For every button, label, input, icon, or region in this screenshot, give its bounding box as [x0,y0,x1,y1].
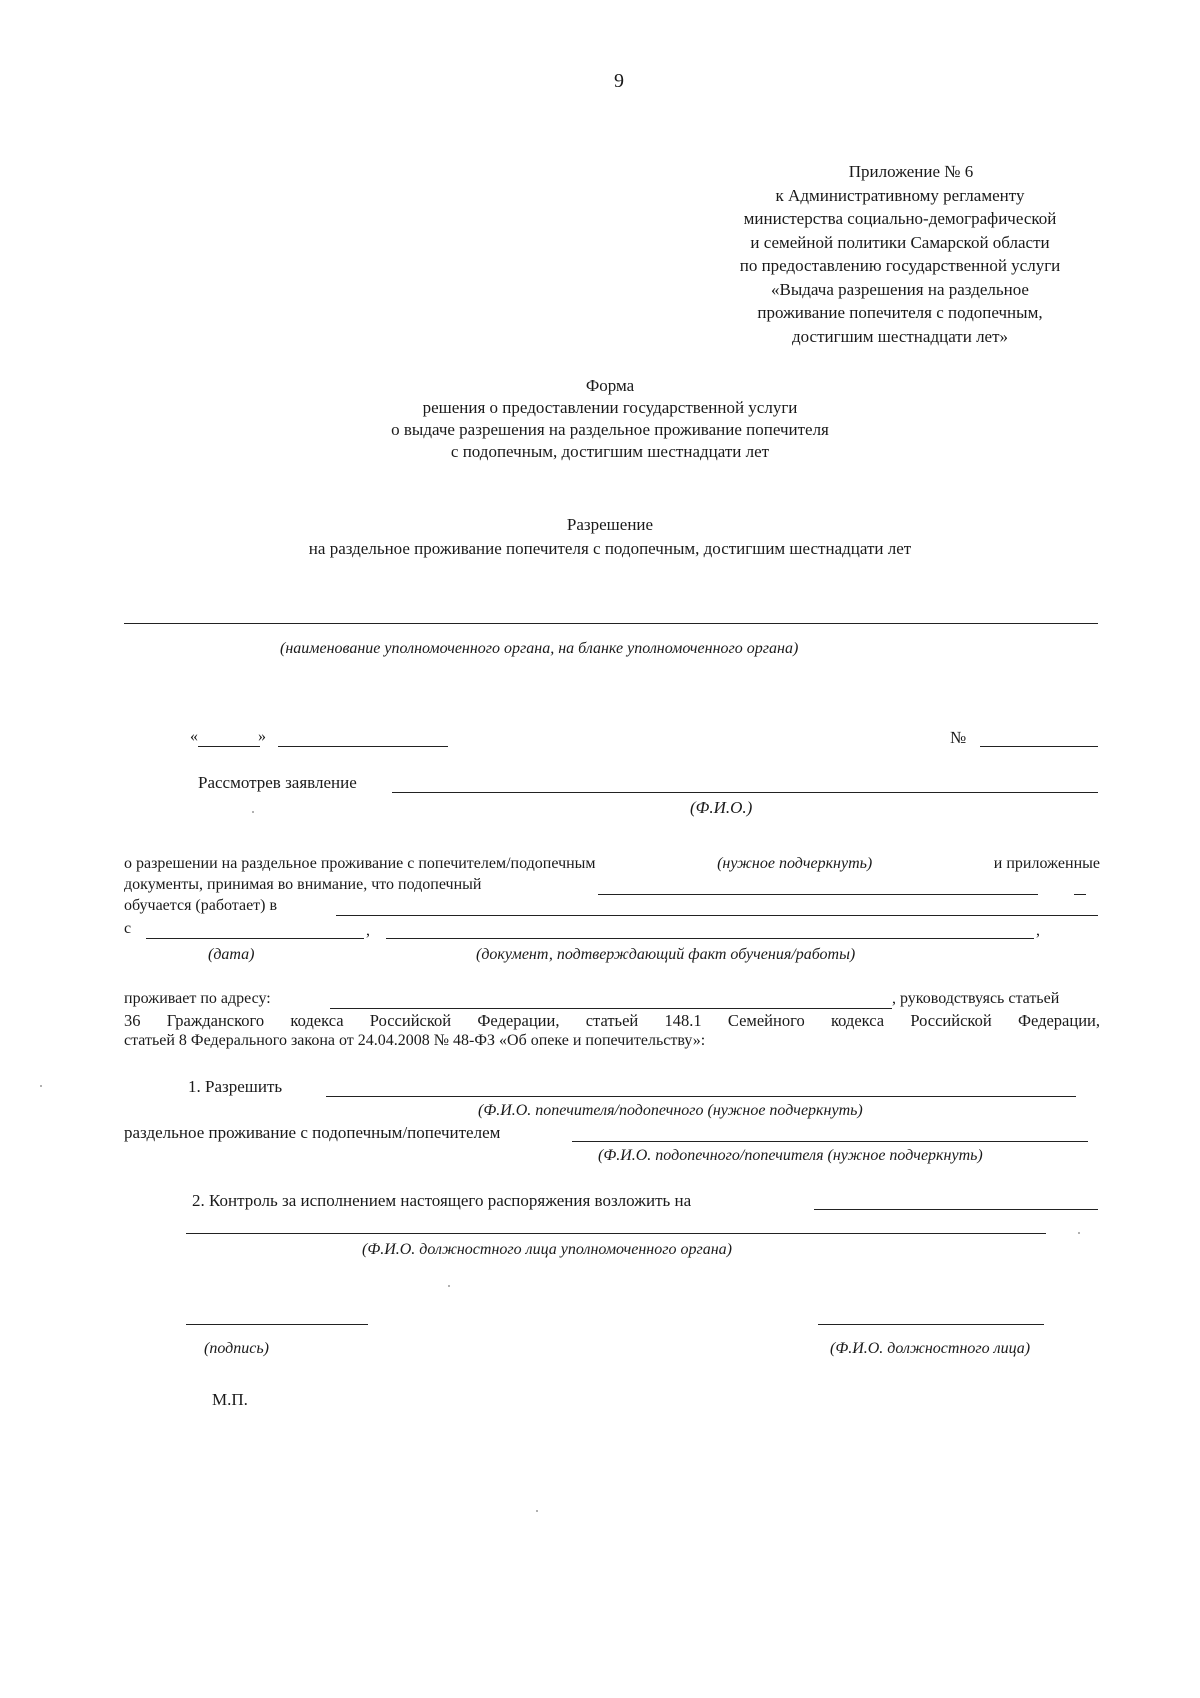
para2-line3: статьей 8 Федерального закона от 24.04.2008 № 48-ФЗ «Об опеке и попечительству»: [124,1032,706,1049]
para1-comma: , [366,922,370,939]
org-caption: (наименование уполномоченного органа, на бланке уполномоченного органа) [280,640,799,657]
appendix-line: «Выдача разрешения на раздельное [771,279,1029,299]
para1-line4-c: с [124,920,132,937]
scan-speck [1078,1232,1080,1234]
signature-field[interactable] [186,1324,368,1325]
study-place-field[interactable] [336,915,1098,916]
appendix-line: по предоставлению государственной услуги [739,256,1061,275]
date-month-year-field[interactable] [278,746,448,747]
permission-subtitle: на раздельное проживание попечителя с подопечным, достигшим шестнадцати лет [308,539,912,558]
review-caption: (Ф.И.О.) [690,798,753,817]
ward-name-field-end[interactable] [1074,894,1086,895]
para1-text: о разрешении на раздельное проживание с попечителем/подопечным [124,855,596,872]
official-name-field-2[interactable] [186,1233,1046,1234]
appendix-block [690,160,1110,348]
date-field[interactable] [146,938,364,939]
address-field[interactable] [330,1008,892,1009]
document-field[interactable] [386,938,1034,939]
para1-comma-end: , [1036,922,1040,939]
official-fio-caption: (Ф.И.О. должностного лица) [830,1340,1031,1357]
caption-date: (дата) [208,946,255,963]
ward-name-field[interactable] [598,894,1038,895]
item1-label: 1. Разрешить [188,1077,283,1096]
form-title-block [300,375,920,463]
stamp-place: М.П. [212,1390,248,1409]
para2-line1-b: , руководствуясь статьей [892,990,1060,1007]
form-title-line: Форма [585,376,635,395]
scan-speck [536,1510,538,1512]
org-name-field[interactable] [124,623,1098,624]
para1-line2: документы, принимая во внимание, что подопечный [124,876,482,893]
scan-speck [448,1285,450,1287]
official-fio-field[interactable] [818,1324,1044,1325]
appendix-line: министерства социально-демографической [743,209,1057,228]
appendix-line: Приложение № 6 [848,162,974,181]
para1-note: (нужное подчеркнуть) [717,855,873,872]
item2-caption: (Ф.И.О. должностного лица уполномоченного органа) [362,1241,732,1258]
para1-text-end: и приложенные [993,855,1100,872]
form-title-line: о выдаче разрешения на раздельное проживание попечителя [391,420,829,439]
item1-name-field[interactable] [326,1096,1076,1097]
appendix-line: и семейной политики Самарской области [750,232,1050,252]
para1-line1 [124,855,1100,873]
number-field[interactable] [980,746,1098,747]
date-quote-open: « [190,728,198,745]
item2-label: 2. Контроль за исполнением настоящего распоряжения возложить на [192,1191,692,1210]
item1-caption2: (Ф.И.О. подопечного/попечителя (нужное подчеркнуть) [598,1147,983,1164]
form-title-line: решения о предоставлении государственной услуги [422,398,798,417]
item1-caption1: (Ф.И.О. попечителя/подопечного (нужное подчеркнуть) [478,1102,863,1119]
para2-line1-a: проживает по адресу: [124,990,271,1007]
form-title-line: с подопечным, достигшим шестнадцати лет [450,442,770,461]
appendix-line: к Административному регламенту [775,185,1025,205]
scan-speck [252,811,254,813]
scan-speck [40,1085,42,1087]
permission-title: Разрешение [566,515,654,534]
para2-line2: 36 Гражданского кодекса Российской Федерации, статьей 148.1 Семейного кодекса Российской Федерации, [124,1011,1100,1030]
appendix-line: достигшим шестнадцати лет» [791,326,1009,346]
caption-document: (документ, подтверждающий факт обучения/работы) [476,946,856,963]
appendix-line: проживание попечителя с подопечным, [757,303,1043,322]
item1-second-name-field[interactable] [572,1141,1088,1142]
official-name-field[interactable] [814,1209,1098,1210]
page-number: 9 [614,70,624,92]
applicant-name-field[interactable] [392,792,1098,793]
date-quote-close: » [258,728,266,745]
signature-caption: (подпись) [204,1340,269,1357]
review-label: Рассмотрев заявление [198,773,357,792]
para1-line3: обучается (работает) в [124,897,278,914]
date-day-field[interactable] [198,746,260,747]
item1-line2: раздельное проживание с подопечным/попечителем [124,1123,501,1142]
number-sign: № [950,728,967,747]
